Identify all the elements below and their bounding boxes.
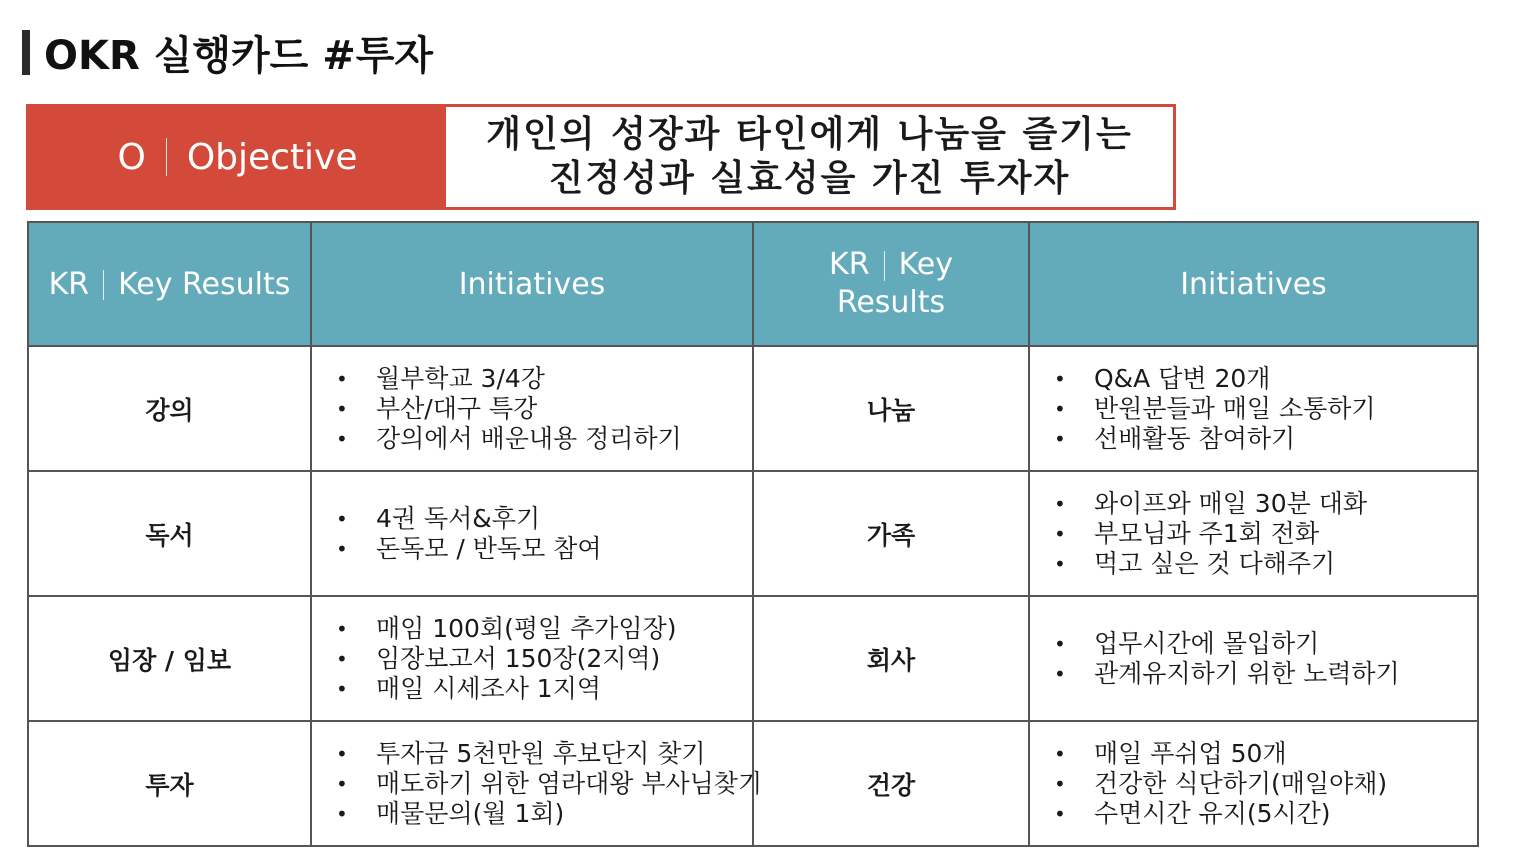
initiative-item: • 매일 푸쉬업 50개 xyxy=(1054,739,1476,769)
table-row xyxy=(28,471,1478,596)
objective-line-2: 진정성과 실효성을 가진 투자자 xyxy=(548,158,1071,199)
initiative-list xyxy=(1054,364,1476,454)
initiative-item: • 돈독모 / 반독모 참여 xyxy=(336,534,751,564)
header-initiatives-right: Initiatives xyxy=(1029,222,1478,346)
initiative-list xyxy=(336,364,751,454)
initiative-list xyxy=(336,738,763,829)
initiative-item: • 4권 독서&후기 xyxy=(336,504,751,534)
header-divider xyxy=(884,251,885,281)
initiatives-left xyxy=(311,721,763,846)
initiatives-right xyxy=(1029,346,1478,471)
initiative-item: • 월부학교 3/4강 xyxy=(336,364,751,394)
objective-line-1: 개인의 성장과 타인에게 나눔을 즐기는 xyxy=(486,114,1133,155)
header-initiatives-left: Initiatives xyxy=(311,222,753,346)
title-accent-bar xyxy=(22,30,30,75)
header-divider xyxy=(103,270,104,300)
key-result-right: 회사 xyxy=(753,596,1029,721)
initiative-list xyxy=(336,614,751,704)
initiative-item: • 건강한 식단하기(매일야채) xyxy=(1054,769,1476,799)
initiative-item: • 강의에서 배운내용 정리하기 xyxy=(336,424,751,454)
objective-letter: O xyxy=(117,136,146,178)
objective-label xyxy=(29,107,446,207)
initiative-item: • 매도하기 위한 염라대왕 부사님찾기 xyxy=(336,769,751,799)
initiative-item: • 업무시간에 몰입하기 xyxy=(1054,629,1476,659)
initiative-item: • 선배활동 참여하기 xyxy=(1054,424,1476,454)
key-result-left: 임장 / 임보 xyxy=(28,596,311,721)
key-result-right: 나눔 xyxy=(753,346,1029,471)
header-kr-prefix-right: KR xyxy=(829,247,870,282)
table-row xyxy=(28,596,1478,721)
initiative-item: • 매물문의(월 1회) xyxy=(336,799,751,829)
header-kr-label-left: Key Results xyxy=(118,266,291,302)
key-result-left: 강의 xyxy=(28,346,311,471)
table-header-row xyxy=(28,222,1478,346)
initiative-item: • 먹고 싶은 것 다해주기 xyxy=(1054,549,1476,579)
initiatives-right xyxy=(1029,471,1478,596)
initiative-item: • 와이프와 매일 30분 대화 xyxy=(1054,489,1476,519)
table-row xyxy=(28,721,1478,846)
page-title: OKR 실행카드 #투자 xyxy=(44,33,434,79)
initiative-item: • 투자금 5천만원 후보단지 찾기 xyxy=(336,739,751,769)
initiatives-right xyxy=(1029,721,1478,846)
initiatives-left xyxy=(311,596,753,721)
initiative-item: • 매일 시세조사 1지역 xyxy=(336,674,751,704)
header-kr-label-right-1: Key xyxy=(898,247,953,282)
objective-divider xyxy=(166,138,167,176)
key-result-right: 건강 xyxy=(753,721,1029,846)
initiatives-left xyxy=(311,346,753,471)
objective-box xyxy=(26,104,1176,210)
initiative-list xyxy=(336,504,751,564)
key-result-left: 투자 xyxy=(28,721,311,846)
initiative-item: • 임장보고서 150장(2지역) xyxy=(336,644,751,674)
initiative-item: • Q&A 답변 20개 xyxy=(1054,364,1476,394)
table-row xyxy=(28,346,1478,471)
initiatives-right xyxy=(1029,596,1478,721)
objective-statement xyxy=(446,107,1173,207)
key-result-left: 독서 xyxy=(28,471,311,596)
initiative-item: • 관계유지하기 위한 노력하기 xyxy=(1054,659,1476,689)
header-kr-prefix-left: KR xyxy=(48,266,90,302)
initiative-item: • 매임 100회(평일 추가임장) xyxy=(336,614,751,644)
initiatives-left xyxy=(311,471,753,596)
header-kr-right xyxy=(753,222,1029,346)
initiative-list xyxy=(1054,489,1476,579)
okr-table xyxy=(27,221,1479,847)
header-kr-label-right-2: Results xyxy=(836,285,946,320)
key-result-right: 가족 xyxy=(753,471,1029,596)
initiative-list xyxy=(1054,629,1476,689)
initiative-item: • 부산/대구 특강 xyxy=(336,394,751,424)
initiative-item: • 수면시간 유지(5시간) xyxy=(1054,799,1476,829)
objective-label-text: Objective xyxy=(186,136,358,178)
initiative-item: • 부모님과 주1회 전화 xyxy=(1054,519,1476,549)
initiative-list xyxy=(1054,739,1476,829)
header-kr-left xyxy=(28,222,311,346)
initiative-item: • 반원분들과 매일 소통하기 xyxy=(1054,394,1476,424)
